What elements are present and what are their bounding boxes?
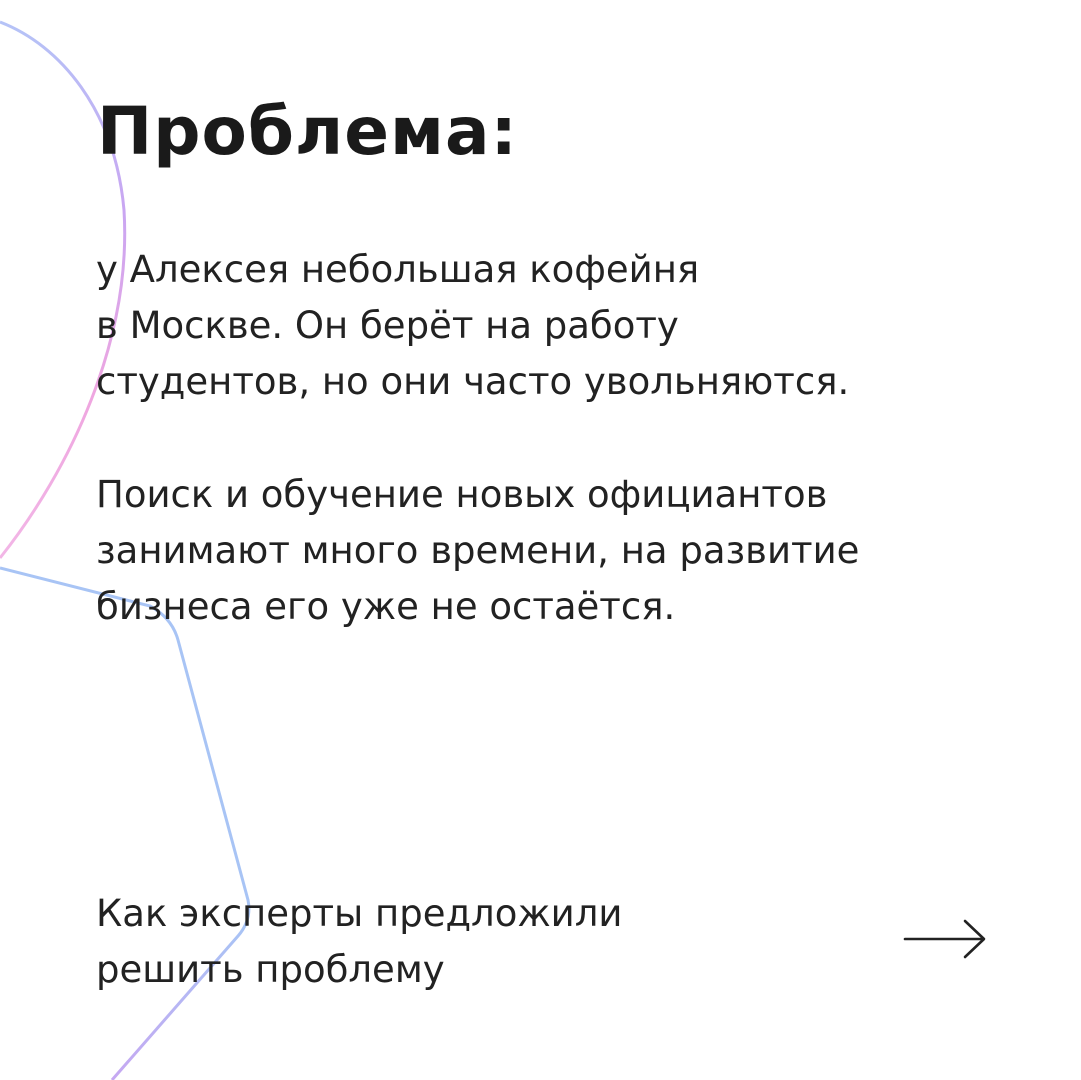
next-slide-link[interactable] <box>96 886 622 998</box>
problem-paragraph <box>96 242 849 410</box>
lower-line <box>0 568 249 1080</box>
paragraph-line: бизнеса его уже не остаётся. <box>96 585 676 628</box>
arrow-right-icon[interactable] <box>903 917 989 961</box>
page-title: Проблема: <box>97 93 518 170</box>
paragraph-line: студентов, но они часто увольняются. <box>96 360 850 403</box>
paragraph-line: Поиск и обучение новых официантов <box>96 473 828 516</box>
consequence-paragraph <box>96 467 859 635</box>
paragraph-line: занимают много времени, на развитие <box>96 529 860 572</box>
next-slide-label-line: решить проблему <box>96 948 445 991</box>
next-slide-label-line: Как эксперты предложили <box>96 892 623 935</box>
paragraph-line: в Москве. Он берёт на работу <box>96 304 679 347</box>
paragraph-line: у Алексея небольшая кофейня <box>96 248 700 291</box>
